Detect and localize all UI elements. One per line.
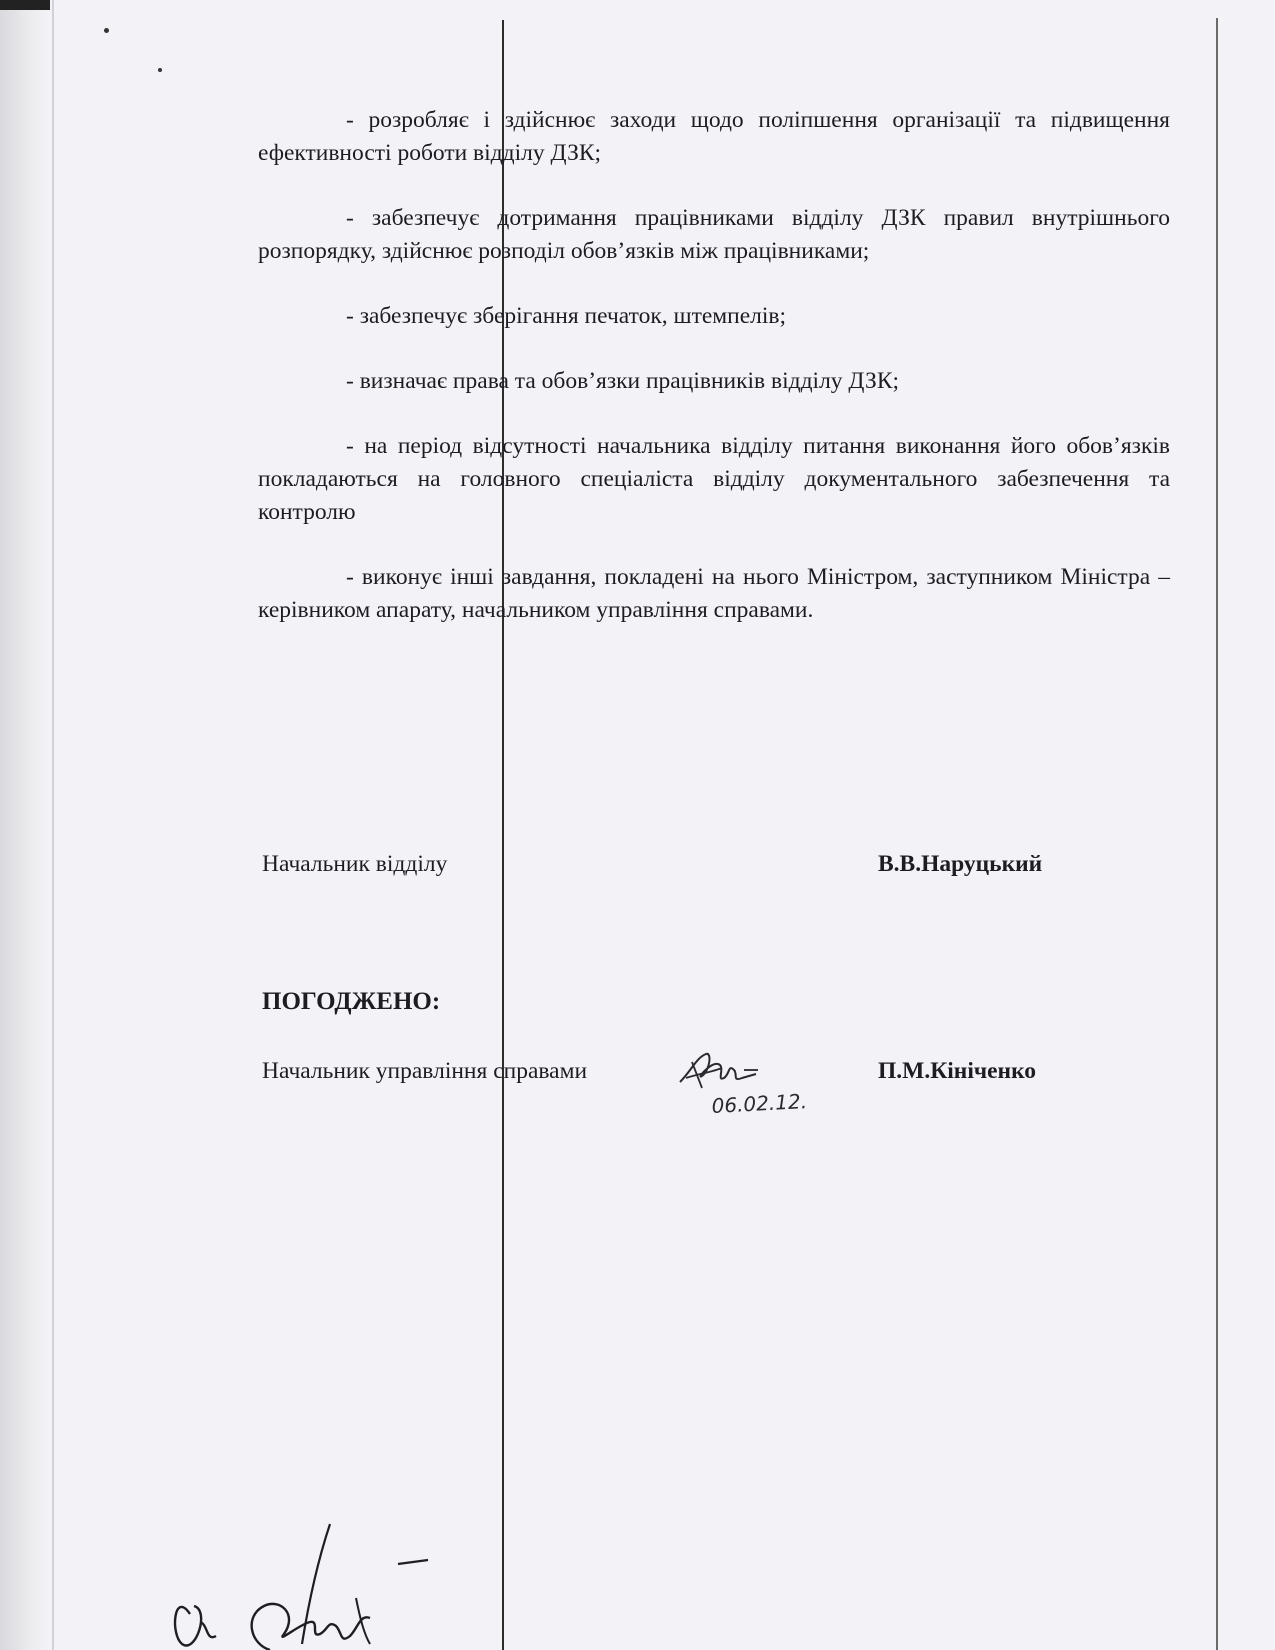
paragraph-2: - забезпечує дотримання працівниками відділу ДЗК правил внутрішнього розпорядку, здійснює розподіл обов’язків між працівниками; [258,205,1170,264]
page-right-edge [1216,18,1218,1650]
speck [158,68,162,72]
approval-heading: ПОГОДЖЕНО: [262,988,441,1015]
paragraph-1: - розробляє і здійснює заходи щодо поліпшення організації та підвищення ефективності роботи відділу ДЗК; [258,107,1170,166]
handwritten-date: 06.02.12. [711,1089,808,1118]
paragraph-4: - визначає права та обов’язки працівників відділу ДЗК; [346,368,900,394]
approver-position: Начальник управління справами [262,1058,588,1084]
signature-row [262,851,1162,885]
signer-position: Начальник відділу [262,851,448,877]
paragraph-5: - на період відсутності начальника відділу питання виконання його обов’язків покладаються на головного спеціаліста відділу документального забезпечення та контролю [258,433,1170,525]
document-body [258,104,1170,659]
approver-name: П.М.Кініченко [878,1058,1037,1084]
scan-edge-line [52,0,54,1650]
signer-name: В.В.Наруцький [878,851,1043,877]
paragraph-3: - забезпечує зберігання печаток, штемпелів; [346,303,787,329]
approver-handwritten-signature [672,1040,842,1120]
scan-corner-mark [0,0,50,10]
speck [104,28,109,33]
handwritten-resolution-signature [160,1494,460,1650]
paragraph-6: - виконує інші завдання, покладені на нього Міністром, заступником Міністра – керівником апарату, начальником управління справами. [258,564,1170,623]
scan-left-edge [0,0,48,1650]
